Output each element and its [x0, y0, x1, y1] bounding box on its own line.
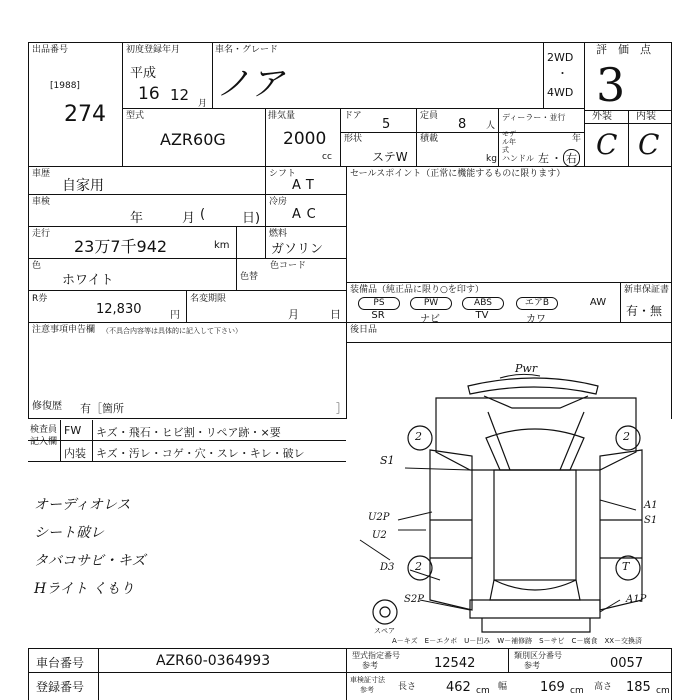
equipment-item-2-0: SR — [371, 310, 385, 321]
type-approval-label: 型式指定番号 — [352, 651, 400, 660]
equipment-item-2-3: カワ — [526, 314, 546, 325]
lot-small-number: [1988] — [50, 81, 80, 91]
inspector-fw-label: FW — [64, 424, 82, 437]
shift-label: シフト — [269, 169, 297, 179]
mark-left-u2p: U2P — [368, 512, 390, 523]
load-unit: kg — [486, 154, 497, 164]
inspection-day: 日) — [242, 211, 261, 226]
capacity-value: 8 — [458, 117, 467, 132]
height-value: 185 — [626, 680, 651, 695]
color-code-label: 色コード — [270, 261, 307, 271]
drive-2wd: 2WD — [547, 51, 574, 64]
spare-label: スペア — [374, 627, 395, 635]
handwritten-note-4: Hライト くもり — [34, 581, 135, 597]
category-value: 0057 — [610, 656, 644, 671]
exterior-label: 外装 — [592, 111, 612, 122]
model-label: 型式 — [126, 111, 145, 121]
category-ref: 参考 — [524, 661, 540, 670]
reg-year: 16 — [138, 84, 160, 104]
notes-sub: （不具合内容等は具体的に記入して下さい） — [102, 327, 242, 335]
capacity-label: 定員 — [420, 111, 439, 121]
mileage-value: 23万7千942 — [74, 237, 168, 256]
lot-number: 274 — [64, 102, 106, 127]
dealer-label: ディーラー・並行 — [502, 113, 566, 122]
equipment-label: 装備品（純正品に限り○を印す） — [350, 285, 484, 295]
diagram-legend: A－キズ E－エクボ U－凹み W－補修跡 S－サビ C－腐食 XX－交換済 — [392, 637, 643, 645]
interior-value: C — [638, 128, 660, 161]
height-label: 高さ — [594, 682, 613, 692]
r-ticket-unit: 円 — [170, 310, 180, 321]
notes-label: 注意事項申告欄 — [32, 325, 96, 335]
rename-day: 日 — [330, 308, 341, 321]
displacement-value: 2000 — [283, 129, 327, 149]
mark-right-a1: A1 — [644, 500, 658, 511]
mark-wheel-rl: 2 — [415, 560, 422, 573]
dims-label: 車検証寸法 — [350, 676, 385, 684]
exterior-value: C — [596, 128, 618, 161]
displacement-unit: cc — [322, 152, 332, 162]
mark-wheel-fr: 2 — [623, 430, 630, 443]
model-year-unit: 年 — [572, 134, 582, 144]
fuel-label: 燃料 — [269, 229, 288, 239]
inspection-month: 月 — [182, 211, 196, 226]
doors-label: ドア — [344, 111, 362, 121]
mark-left-d3: D3 — [380, 562, 395, 573]
type-approval-value: 12542 — [434, 656, 476, 671]
dims-ref: 参考 — [360, 686, 374, 694]
car-name-label: 車名・グレード — [215, 45, 279, 55]
width-value: 169 — [540, 680, 565, 695]
width-unit: cm — [570, 686, 584, 696]
lot-label: 出品番号 — [32, 45, 69, 55]
repair-bracket: ］ — [336, 402, 347, 415]
color-value: ホワイト — [62, 273, 114, 288]
chassis-label: 車台番号 — [36, 656, 85, 670]
displacement-label: 排気量 — [268, 111, 296, 121]
load-label: 積載 — [420, 134, 439, 144]
ac-label: 冷房 — [269, 197, 288, 207]
inspection-paren: ( — [200, 207, 206, 222]
width-label: 幅 — [498, 682, 508, 692]
interior-label: 内装 — [636, 111, 656, 122]
color-change-label: 色替 — [240, 272, 259, 282]
length-label: 長さ — [398, 682, 417, 692]
mark-wheel-fl: 2 — [415, 430, 422, 443]
inspection-year: 年 — [130, 211, 144, 226]
handle-right: 右 — [563, 149, 580, 167]
mark-left-s2p: S2P — [404, 594, 424, 605]
vehicle-name: ノア — [216, 64, 284, 104]
first-registration-label: 初度登録年月 — [126, 45, 181, 55]
history-label: 車歴 — [32, 169, 51, 179]
mileage-unit: km — [214, 240, 230, 251]
color-label: 色 — [32, 261, 42, 271]
repair-label: 修復歴 — [32, 401, 62, 412]
doors-value: 5 — [382, 117, 391, 132]
inspector-fw-items: キズ・飛石・ヒビ割・リペア跡・×要 — [96, 426, 281, 439]
inspector-label: 検査員記入欄 — [30, 425, 58, 447]
equipment-item-1-3: エアB — [516, 297, 558, 310]
rename-month: 月 — [288, 308, 299, 321]
inspector-int-label: 内装 — [64, 447, 86, 460]
handle-left: 左 — [538, 152, 549, 165]
length-value: 462 — [446, 680, 471, 695]
length-unit: cm — [476, 686, 490, 696]
handwritten-note-2: シート破レ — [34, 525, 104, 541]
history-value: 自家用 — [62, 178, 104, 194]
warranty-value: 有・無 — [626, 304, 663, 318]
mark-top: Pwr — [515, 362, 538, 375]
era: 平成 — [130, 66, 157, 81]
reg-number-label: 登録番号 — [36, 680, 85, 694]
height-unit: cm — [656, 686, 670, 696]
equipment-item-1-4: AW — [589, 297, 607, 308]
capacity-unit: 人 — [486, 121, 496, 131]
fuel-value: ガソリン — [271, 242, 324, 257]
sales-point-label: セールスポイント（正常に機能するものに限ります） — [350, 169, 566, 179]
r-ticket-value: 12,830 — [96, 302, 142, 317]
equipment-item-1-2: ABS — [462, 297, 504, 310]
equipment-item-2-1: ナビ — [420, 314, 440, 325]
rename-label: 名変期限 — [190, 294, 227, 304]
category-label: 類別区分番号 — [514, 651, 562, 660]
inspector-int-items: キズ・汚レ・コゲ・穴・スレ・キレ・破レ — [96, 447, 305, 460]
equipment-item-2-2: TV — [475, 310, 489, 321]
handle-sep: ・ — [551, 152, 562, 165]
equipment-item-1-1: PW — [410, 297, 452, 310]
seller-label: 後日品 — [350, 325, 378, 335]
drive-4wd: 4WD — [547, 86, 574, 99]
handle-label: ハンドル — [502, 154, 534, 163]
shape-value: ステW — [372, 150, 408, 164]
shape-label: 形状 — [344, 134, 363, 144]
chassis-value: AZR60-0364993 — [156, 653, 271, 669]
score-value: 3 — [596, 58, 626, 112]
equipment-item-1-0: PS — [358, 297, 400, 310]
model-value: AZR60G — [160, 130, 226, 149]
warranty-label: 新車保証書 — [624, 285, 670, 295]
handwritten-note-3: タバコサビ・キズ — [34, 553, 146, 569]
ac-value: AC — [292, 207, 322, 222]
mark-right-a1p: A1P — [626, 594, 647, 605]
type-approval-ref: 参考 — [362, 661, 378, 670]
mileage-label: 走行 — [32, 229, 51, 239]
shift-value: AT — [292, 178, 320, 193]
mark-left-u2: U2 — [372, 530, 387, 541]
model-year-label: モデル年式 — [502, 130, 516, 154]
drive-dot: ・ — [557, 67, 568, 80]
repair-value: 有［箇所 — [80, 402, 124, 415]
handwritten-note-1: オーディオレス — [34, 497, 131, 513]
r-ticket-label: R券 — [32, 294, 48, 304]
inspection-label: 車検 — [32, 197, 51, 207]
mark-left-s1: S1 — [380, 454, 395, 467]
reg-month: 12 — [170, 86, 190, 104]
mark-wheel-rr: T — [622, 560, 630, 573]
score-label: 評 価 点 — [596, 43, 651, 56]
reg-month-unit: 月 — [198, 99, 208, 109]
mark-right-s1: S1 — [644, 515, 658, 526]
